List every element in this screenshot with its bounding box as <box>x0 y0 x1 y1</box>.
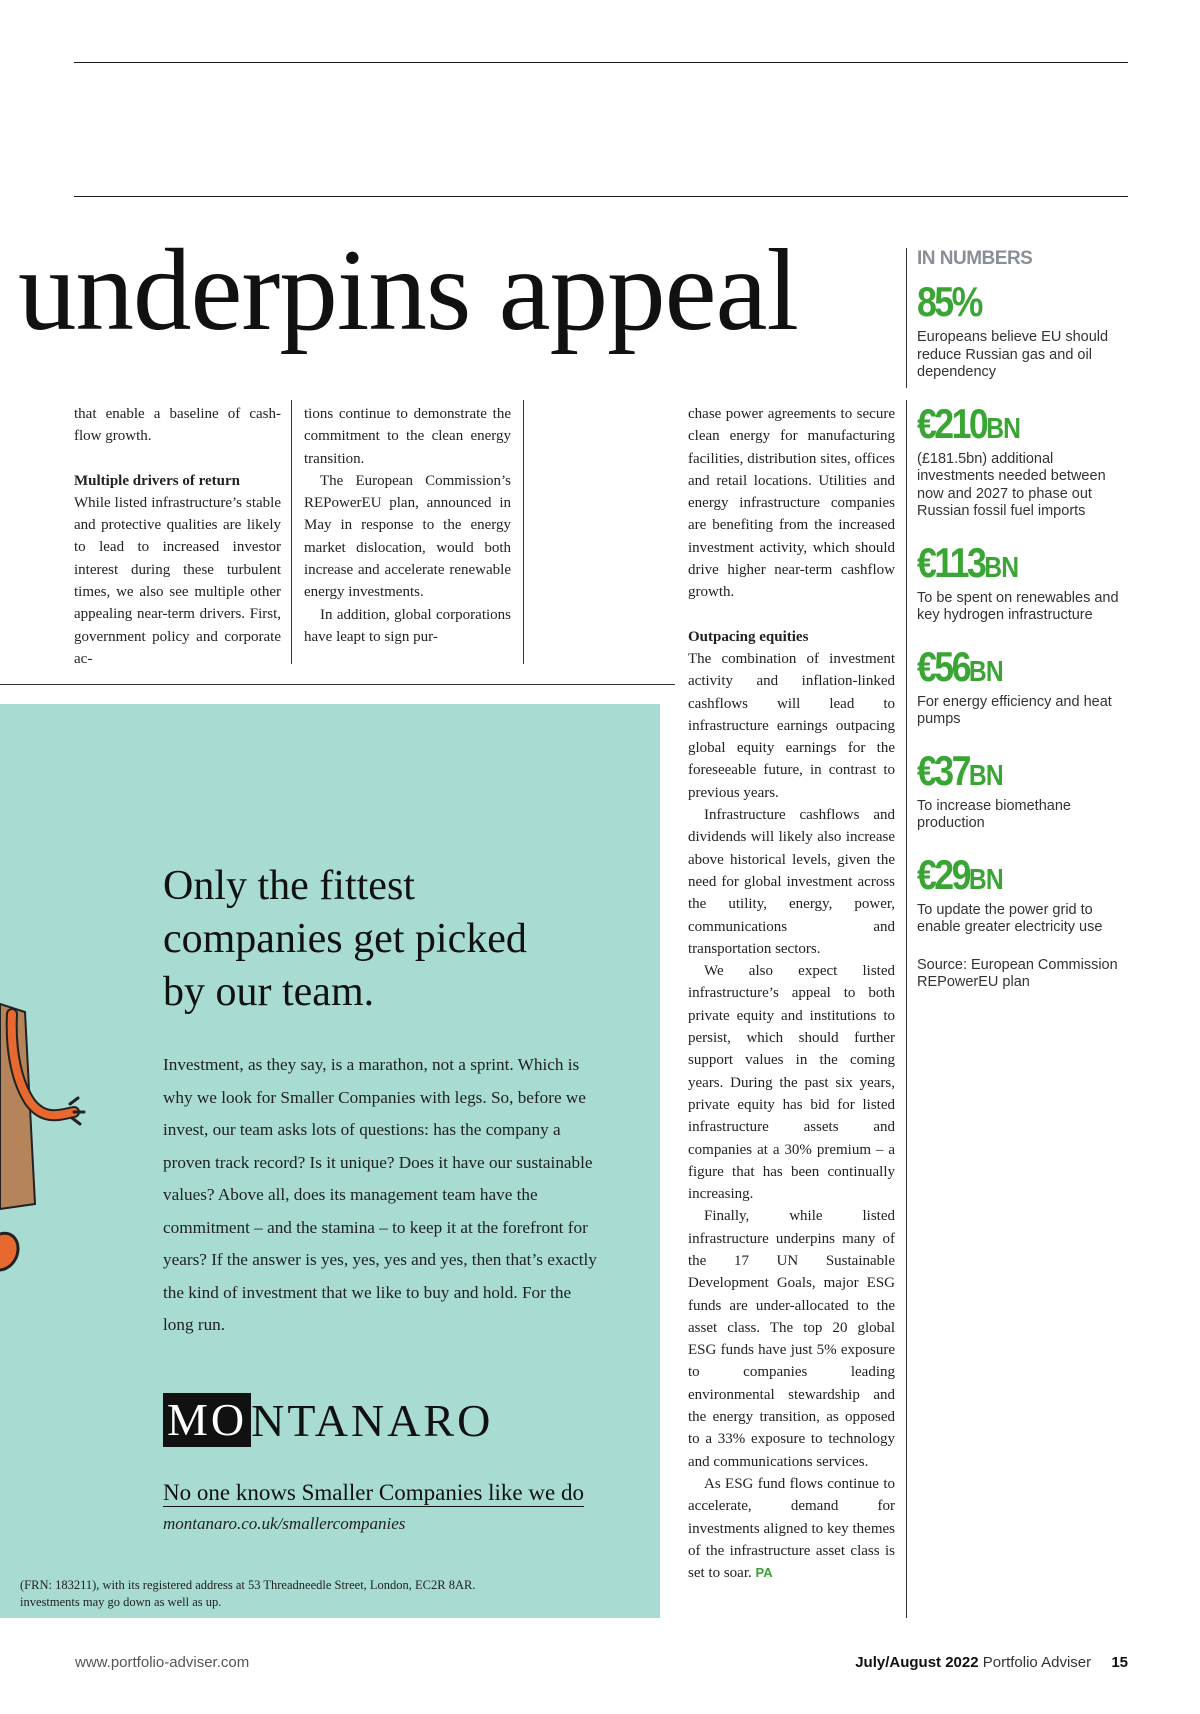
subheading: Outpacing equities <box>688 628 809 645</box>
stat-value: €37BN <box>917 746 1003 794</box>
in-numbers-sidebar <box>917 248 1129 992</box>
stat-value: 85% <box>917 278 981 325</box>
stat-description: For energy efficiency and heat pumps <box>917 693 1112 727</box>
paragraph: chase power agreements to secure clean energy for manufacturing facilities, distribution sites, offices and retail locations. Utilities and energy infrastructure companies are benefiting from the increased investment activity, which should drive higher near-term cashflow growth. <box>688 406 895 601</box>
footer-issue-info <box>855 1654 1128 1671</box>
stat-item <box>917 850 1129 937</box>
advert-border-line <box>0 684 675 685</box>
column-divider <box>906 400 907 1618</box>
stat-value: €56BN <box>917 642 1003 690</box>
publication-name: Portfolio Adviser <box>982 1654 1092 1671</box>
page-number: 15 <box>1111 1654 1128 1671</box>
montanaro-logo <box>163 1394 493 1446</box>
advert-body-copy: Investment, as they say, is a marathon, not a sprint. Which is why we look for Smaller Companies with legs. So, before we invest, our team asks lots of questions: has the company a proven track record? Is it unique? Does it have our sustainable values? Above all, does its management team have the commitment – and the stamina – to keep it at the forefront for years? If the answer is yes, yes, yes and yes, then that’s exactly the kind of investment that we like to buy and hold. For the long run. <box>163 1055 597 1334</box>
advert-url-link[interactable]: montanaro.co.uk/smallercompanies <box>163 1514 406 1533</box>
paragraph: Infrastructure cashflows and dividends will likely also increase above historical levels, given the need for global investment across the utility, energy, power, communications and transportation sectors. <box>688 807 895 957</box>
stat-item <box>917 642 1129 729</box>
paragraph: In addition, global corporations have leapt to sign pur- <box>304 606 511 645</box>
footer-website: www.portfolio-adviser.com <box>75 1654 250 1671</box>
stat-description: To be spent on renewables and key hydrogen infrastructure <box>917 589 1119 623</box>
paragraph: The European Commission’s REPowerEU plan, announced in May in response to the energy market dislocation, would both increase and accelerate renewable energy investments. <box>304 472 511 601</box>
paragraph: The combination of investment activity and inflation-linked cashflows will lead to infrastructure earnings outpacing global equity earnings for the foreseeable future, in contrast to previous years. <box>688 650 895 801</box>
advert-tagline: No one knows Smaller Companies like we do <box>163 1480 584 1505</box>
stat-value: €113BN <box>917 538 1019 586</box>
stat-value: €210BN <box>917 399 1021 447</box>
paragraph-text: As ESG fund flows continue to accelerate, demand for investments aligned to key themes of the infrastructure asset class is set to soar. <box>688 1475 895 1582</box>
source-note: Source: European Commission REPowerEU plan <box>917 956 1118 990</box>
in-numbers-header: IN NUMBERS <box>917 248 1033 269</box>
stat-description: (£181.5bn) additional investments needed between now and 2027 to phase out Russian fossil fuel imports <box>917 450 1106 519</box>
stat-description: To update the power grid to enable greater electricity use <box>917 901 1103 935</box>
paragraph <box>688 1473 895 1584</box>
article-headline: underpins appeal <box>18 226 798 355</box>
logo-wordmark: NTANARO <box>251 1394 494 1446</box>
logo-boxed-letters: MO <box>163 1393 251 1447</box>
stat-description: Europeans believe EU should reduce Russian gas and oil dependency <box>917 329 1109 380</box>
column-divider <box>291 400 292 664</box>
cartoon-figure-illustration <box>0 994 90 1284</box>
stat-item <box>917 399 1129 521</box>
paragraph: that enable a baseline of cash-flow growth. <box>74 406 281 445</box>
top-rule <box>74 62 1128 63</box>
paragraph: Finally, while listed infrastructure underpins many of the 17 UN Sustainable Development Goals, major ESG funds are under-allocated to the asset class. The top 20 global ESG funds have just 5% exposure to companies leading environmental stewardship and the energy transition, as opposed to a 33% exposure to technology and communications services. <box>688 1208 895 1470</box>
stat-value: €29BN <box>917 850 1003 898</box>
stat-item <box>917 280 1129 382</box>
article-column-3 <box>688 403 895 1584</box>
paragraph: tions continue to demonstrate the commitment to the clean energy transition. <box>304 406 511 467</box>
header-rule <box>74 196 1128 197</box>
montanaro-advert <box>0 704 660 1618</box>
advert-headline: Only the fittest companies get picked by our team. <box>163 863 527 1015</box>
paragraph: While listed infrastructure’s stable and protective qualities are likely to lead to increased investor interest during these turbulent times, we also see multiple other appealing near-term drivers. First, government policy and corporate ac- <box>74 494 281 667</box>
stat-item <box>917 746 1129 833</box>
column-divider <box>523 400 524 664</box>
subheading: Multiple drivers of return <box>74 472 240 489</box>
stat-item <box>917 538 1129 625</box>
sidebar-divider <box>906 248 907 388</box>
advert-legal-text: (FRN: 183211), with its registered address at 53 Threadneedle Street, London, EC2R 8AR. investments may go down as well as up. <box>20 1578 476 1609</box>
article-column-1 <box>74 403 281 670</box>
article-column-2 <box>304 403 511 648</box>
paragraph: We also expect listed infrastructure’s appeal to both private equity and institutions to persist, which should further support values in the coming years. During the past six years, private equity has bid for listed infrastructure assets and companies at a 30% premium – a figure that has been continually increasing. <box>688 963 895 1203</box>
stat-description: To increase biomethane production <box>917 797 1071 831</box>
issue-date: July/August 2022 <box>855 1654 979 1671</box>
end-tag: PA <box>755 1565 773 1581</box>
